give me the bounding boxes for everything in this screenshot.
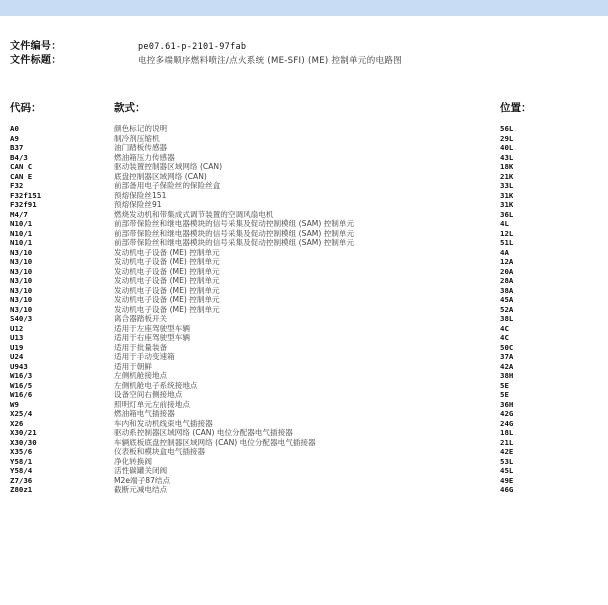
row-description: 前部带保险丝和继电器模块的信号采集及促动控制模组 (SAM) 控制单元 — [114, 238, 355, 247]
row-description: 预熔保险丝151 — [114, 190, 167, 200]
row-position: 5E — [500, 390, 509, 399]
header-pos: 位置： — [500, 102, 532, 114]
row-description: 驱动系控制器区域网络 (CAN) 电位分配器电气插接器 — [114, 428, 293, 437]
row-description: 左侧机舱接地点 — [114, 371, 168, 380]
row-position: 38A — [500, 285, 514, 295]
row-position: 4L — [500, 219, 509, 228]
row-position: 12L — [500, 228, 514, 238]
row-code: Y58/4 — [10, 466, 33, 475]
top-banner — [0, 0, 608, 16]
table-row — [0, 409, 608, 419]
row-description: 适用于手动变速箱 — [114, 352, 175, 361]
component-list — [0, 124, 608, 495]
row-code: M4/7 — [10, 209, 28, 219]
row-position: 29L — [500, 133, 514, 143]
row-code: F32f151 — [10, 190, 42, 200]
row-code: W16/5 — [10, 380, 33, 390]
row-position: 24G — [500, 418, 514, 428]
row-position: 42G — [500, 409, 514, 418]
row-position: 12A — [500, 257, 514, 266]
table-row — [0, 457, 608, 467]
row-description: 活性碳罐关闭阀 — [114, 466, 168, 475]
table-row — [0, 352, 608, 362]
row-code: N3/10 — [10, 266, 33, 276]
row-code: F32f91 — [10, 200, 37, 209]
row-code: N10/1 — [10, 219, 33, 228]
row-position: 46G — [500, 485, 514, 494]
table-row — [0, 153, 608, 163]
table-row — [0, 134, 608, 144]
row-position: 45A — [500, 295, 514, 304]
row-position: 37A — [500, 352, 514, 361]
row-code: CAN E — [10, 171, 33, 181]
row-description: 发动机电子设备 (ME) 控制单元 — [114, 247, 220, 257]
row-code: U19 — [10, 342, 24, 352]
row-position: 33L — [500, 181, 514, 190]
row-position: 21L — [500, 437, 514, 447]
row-position: 53L — [500, 456, 514, 466]
row-code: W16/3 — [10, 371, 33, 380]
row-description: 截断元减电结点 — [114, 485, 168, 494]
table-row — [0, 476, 608, 486]
row-description: 发动机电子设备 (ME) 控制单元 — [114, 266, 220, 276]
row-code: Z7/36 — [10, 475, 33, 485]
table-row — [0, 324, 608, 334]
doc-number-label: 文件编号： — [10, 41, 62, 52]
row-description: 车内和发动机线束电气插接器 — [114, 418, 213, 428]
row-code: S40/3 — [10, 314, 33, 323]
row-description: 离合器踏板开关 — [114, 314, 168, 323]
table-row — [0, 428, 608, 438]
table-row — [0, 333, 608, 343]
table-row — [0, 390, 608, 400]
row-description: 适用于批量装备 — [114, 342, 168, 352]
row-description: 发动机电子设备 (ME) 控制单元 — [114, 257, 220, 266]
row-position: 4A — [500, 247, 509, 257]
row-code: W16/6 — [10, 390, 33, 399]
row-code: A9 — [10, 133, 19, 143]
row-description: 油门踏板传感器 — [114, 143, 168, 152]
header-code: 代码： — [10, 102, 42, 114]
row-code: N3/10 — [10, 276, 33, 285]
row-code: U943 — [10, 361, 28, 371]
table-row — [0, 238, 608, 248]
row-description: 驱动装置控制器区域网络 (CAN) — [114, 162, 223, 171]
table-row — [0, 295, 608, 305]
row-code: U13 — [10, 333, 24, 342]
row-code: B37 — [10, 143, 24, 152]
table-row — [0, 143, 608, 153]
row-code: CAN C — [10, 162, 33, 171]
row-position: 18L — [500, 428, 514, 437]
table-row — [0, 200, 608, 210]
row-code: A0 — [10, 124, 19, 133]
table-row — [0, 343, 608, 353]
table-row — [0, 447, 608, 457]
row-description: 适用于右座驾驶型车辆 — [114, 333, 190, 342]
table-row — [0, 257, 608, 267]
row-code: X35/6 — [10, 447, 33, 456]
row-position: 28A — [500, 276, 514, 285]
table-row — [0, 124, 608, 134]
table-row — [0, 229, 608, 239]
document-page — [0, 16, 608, 605]
row-code: F32 — [10, 181, 24, 190]
doc-title-row — [10, 51, 402, 66]
row-code: N3/10 — [10, 285, 33, 295]
row-code: N3/10 — [10, 247, 33, 257]
row-position: 52A — [500, 304, 514, 314]
table-row — [0, 267, 608, 277]
row-code: Y58/1 — [10, 456, 33, 466]
row-code: U24 — [10, 352, 24, 361]
table-row — [0, 371, 608, 381]
row-description: 照明灯单元左前接地点 — [114, 399, 190, 409]
row-position: 42A — [500, 361, 514, 371]
row-description: 前部带保险丝和继电器模块的信号采集及促动控制模组 (SAM) 控制单元 — [114, 228, 355, 238]
row-position: 50C — [500, 342, 514, 352]
row-description: 预熔保险丝91 — [114, 200, 162, 209]
row-position: 4C — [500, 333, 509, 342]
row-code: N3/10 — [10, 295, 33, 304]
row-description: 仪表板和模块盒电气插接器 — [114, 447, 206, 456]
table-row — [0, 362, 608, 372]
row-position: 45L — [500, 466, 514, 475]
table-row — [0, 485, 608, 495]
row-description: 车辆底板底盘控制器区域网络 (CAN) 电位分配器电气插接器 — [114, 437, 316, 447]
doc-number-value: pe07.61-p-2101-97fab — [138, 42, 247, 52]
row-description: 制冷剂压缩机 — [114, 133, 160, 143]
row-position: 49E — [500, 475, 514, 485]
row-position: 36H — [500, 399, 514, 409]
table-row — [0, 400, 608, 410]
row-code: W9 — [10, 399, 19, 409]
row-position: 31K — [500, 190, 514, 200]
row-description: 前部带保险丝和继电器模块的信号采集及促动控制模组 (SAM) 控制单元 — [114, 219, 355, 228]
row-position: 36L — [500, 209, 514, 219]
row-position: 40L — [500, 143, 514, 152]
row-code: X26 — [10, 418, 24, 428]
row-code: X30/30 — [10, 437, 37, 447]
row-position: 5E — [500, 380, 509, 390]
table-row — [0, 191, 608, 201]
row-code: B4/3 — [10, 152, 28, 162]
row-code: N10/1 — [10, 228, 33, 238]
row-position: 42E — [500, 447, 514, 456]
table-row — [0, 466, 608, 476]
table-row — [0, 438, 608, 448]
row-description: 左侧机舱电子系统接地点 — [114, 380, 198, 390]
row-description: 燃烧发动机和带集成式调节装置的空调风扇电机 — [114, 209, 274, 219]
table-row — [0, 286, 608, 296]
table-row — [0, 219, 608, 229]
table-row — [0, 381, 608, 391]
row-description: 净化转换阀 — [114, 456, 152, 466]
row-description: 前部备用电子保险丝的保险丝盒 — [114, 181, 221, 190]
table-row — [0, 248, 608, 258]
row-description: 发动机电子设备 (ME) 控制单元 — [114, 276, 220, 285]
row-code: X25/4 — [10, 409, 33, 418]
row-code: Z80z1 — [10, 485, 33, 494]
doc-title-value: 电控多端顺序燃料喷注/点火系统 (ME-SFI) (ME) 控制单元的电路图 — [138, 56, 402, 66]
row-code: X30/21 — [10, 428, 37, 437]
row-code: N10/1 — [10, 238, 33, 247]
row-position: 4C — [500, 323, 509, 333]
table-row — [0, 314, 608, 324]
row-description: 底盘控制器区域网络 (CAN) — [114, 171, 207, 181]
row-code: U12 — [10, 323, 24, 333]
row-position: 56L — [500, 124, 514, 133]
row-description: 燃油箱电气插接器 — [114, 409, 175, 418]
table-row — [0, 276, 608, 286]
row-code: N3/10 — [10, 304, 33, 314]
doc-title-label: 文件标题： — [10, 55, 62, 66]
header-desc: 款式： — [114, 102, 146, 114]
row-description: 燃油箱压力传感器 — [114, 152, 175, 162]
table-row — [0, 419, 608, 429]
row-description: 适用于左座驾驶型车辆 — [114, 323, 190, 333]
row-position: 51L — [500, 238, 514, 247]
table-row — [0, 305, 608, 315]
row-code: N3/10 — [10, 257, 33, 266]
table-row — [0, 162, 608, 172]
doc-number-row — [10, 37, 246, 52]
row-position: 31K — [500, 200, 514, 209]
table-row — [0, 181, 608, 191]
row-description: M2e端子87结点 — [114, 475, 171, 485]
row-position: 21K — [500, 171, 514, 181]
row-description: 适用于朝鲜 — [114, 361, 152, 371]
row-position: 18K — [500, 162, 514, 171]
row-position: 43L — [500, 152, 514, 162]
row-description: 发动机电子设备 (ME) 控制单元 — [114, 304, 220, 314]
row-description: 发动机电子设备 (ME) 控制单元 — [114, 295, 220, 304]
table-row — [0, 210, 608, 220]
row-description: 发动机电子设备 (ME) 控制单元 — [114, 285, 220, 295]
row-position: 38H — [500, 371, 514, 380]
row-description: 设备空间右侧接地点 — [114, 390, 183, 399]
row-position: 38L — [500, 314, 514, 323]
row-position: 20A — [500, 266, 514, 276]
table-row — [0, 172, 608, 182]
row-description: 颜色标记的说明 — [114, 124, 168, 133]
